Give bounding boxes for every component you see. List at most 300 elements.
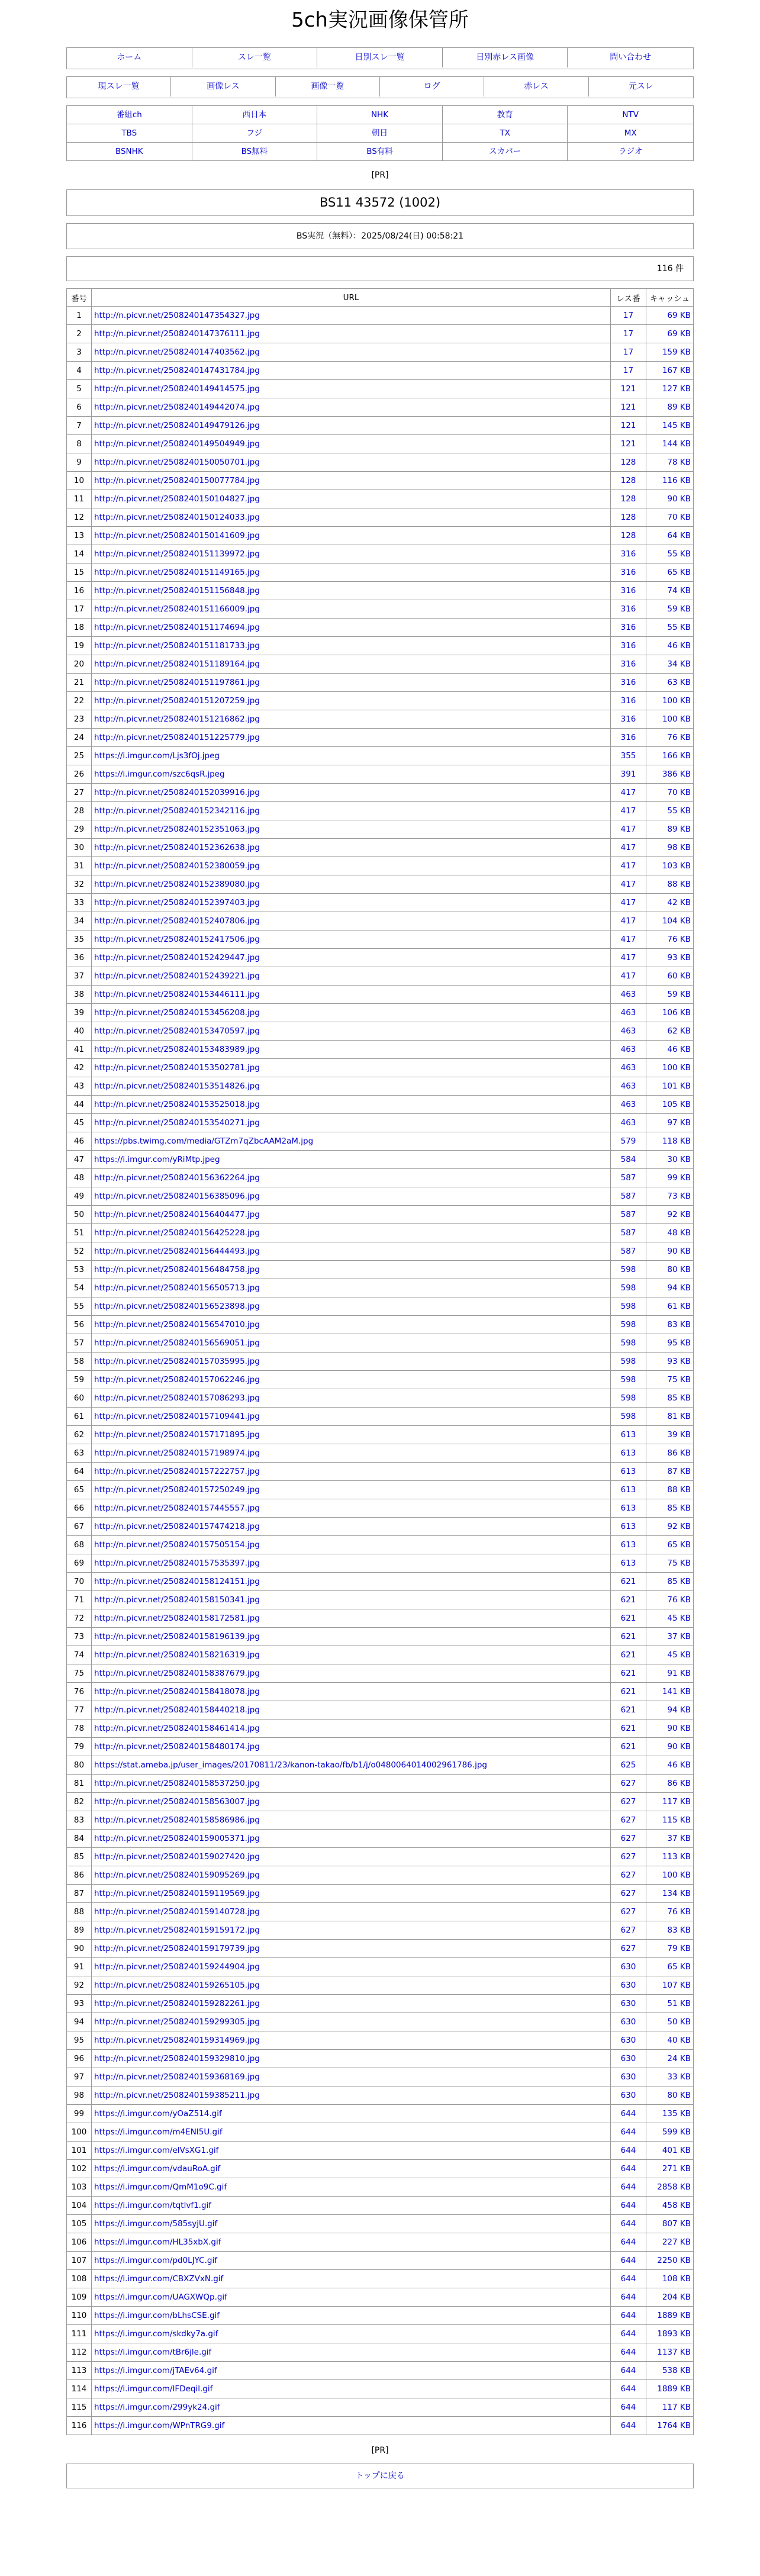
res-number-link[interactable]: 128: [611, 508, 646, 527]
cache-size-link[interactable]: 85 KB: [646, 1389, 694, 1408]
image-url-link[interactable]: http://n.picvr.net/2508240157535397.jpg: [94, 1559, 260, 1568]
cache-size-link[interactable]: 116 KB: [646, 472, 694, 490]
cache-size-link[interactable]: 91 KB: [646, 1664, 694, 1683]
cache-size-link[interactable]: 100 KB: [646, 710, 694, 729]
image-url-link[interactable]: http://n.picvr.net/2508240157171895.jpg: [94, 1430, 260, 1440]
cache-size-link[interactable]: 39 KB: [646, 1426, 694, 1444]
nav2-item-1[interactable]: 画像レス: [171, 77, 275, 96]
res-number-link[interactable]: 17: [611, 325, 646, 343]
cache-size-link[interactable]: 76 KB: [646, 729, 694, 747]
image-url-link[interactable]: http://n.picvr.net/2508240159299305.jpg: [94, 2017, 260, 2027]
res-number-link[interactable]: 316: [611, 710, 646, 729]
cache-size-link[interactable]: 103 KB: [646, 857, 694, 875]
res-number-link[interactable]: 128: [611, 490, 646, 508]
res-number-link[interactable]: 598: [611, 1408, 646, 1426]
res-number-link[interactable]: 316: [611, 637, 646, 655]
cache-size-link[interactable]: 48 KB: [646, 1224, 694, 1242]
image-url-link[interactable]: http://n.picvr.net/2508240150104827.jpg: [94, 494, 260, 504]
res-number-link[interactable]: 463: [611, 1041, 646, 1059]
cache-size-link[interactable]: 88 KB: [646, 1481, 694, 1499]
cache-size-link[interactable]: 45 KB: [646, 1609, 694, 1628]
res-number-link[interactable]: 644: [611, 2288, 646, 2307]
nav2-item-5[interactable]: 元スレ: [628, 82, 653, 91]
image-url-link[interactable]: http://n.picvr.net/2508240157474218.jpg: [94, 1522, 260, 1531]
image-url-link[interactable]: http://n.picvr.net/2508240156444493.jpg: [94, 1247, 260, 1256]
res-number-link[interactable]: 627: [611, 1775, 646, 1793]
cache-size-link[interactable]: 141 KB: [646, 1683, 694, 1701]
cache-size-link[interactable]: 458 KB: [646, 2197, 694, 2215]
image-url-link[interactable]: http://n.picvr.net/2508240156362264.jpg: [94, 1173, 260, 1183]
res-number-link[interactable]: 463: [611, 1096, 646, 1114]
image-url-link[interactable]: https://pbs.twimg.com/media/GTZm7qZbcAAM2aM.jpg: [94, 1136, 314, 1146]
image-url-link[interactable]: http://n.picvr.net/2508240158172581.jpg: [94, 1614, 260, 1623]
res-number-link[interactable]: 627: [611, 1811, 646, 1830]
cache-size-link[interactable]: 46 KB: [646, 1756, 694, 1775]
res-number-link[interactable]: 463: [611, 1022, 646, 1041]
res-number-link[interactable]: 627: [611, 1848, 646, 1866]
res-number-link[interactable]: 417: [611, 875, 646, 894]
cache-size-link[interactable]: 78 KB: [646, 453, 694, 472]
cache-size-link[interactable]: 117 KB: [646, 2398, 694, 2417]
image-url-link[interactable]: http://n.picvr.net/2508240152039916.jpg: [94, 788, 260, 797]
res-number-link[interactable]: 463: [611, 1114, 646, 1132]
cache-size-link[interactable]: 46 KB: [646, 1041, 694, 1059]
image-url-link[interactable]: http://n.picvr.net/2508240153514826.jpg: [94, 1081, 260, 1091]
cache-size-link[interactable]: 42 KB: [646, 894, 694, 912]
cache-size-link[interactable]: 104 KB: [646, 912, 694, 930]
back-to-top-link[interactable]: トップに戻る: [355, 2471, 405, 2481]
cache-size-link[interactable]: 69 KB: [646, 307, 694, 325]
res-number-link[interactable]: 644: [611, 2142, 646, 2160]
res-number-link[interactable]: 17: [611, 343, 646, 362]
cache-size-link[interactable]: 70 KB: [646, 784, 694, 802]
nav3-item-12[interactable]: BS有料: [317, 143, 443, 160]
cache-size-link[interactable]: 70 KB: [646, 508, 694, 527]
res-number-link[interactable]: 644: [611, 2215, 646, 2233]
cache-size-link[interactable]: 64 KB: [646, 527, 694, 545]
image-url-link[interactable]: http://n.picvr.net/2508240151174694.jpg: [94, 623, 260, 632]
res-number-link[interactable]: 613: [611, 1518, 646, 1536]
image-url-link[interactable]: http://n.picvr.net/2508240152407806.jpg: [94, 916, 260, 926]
res-number-link[interactable]: 128: [611, 527, 646, 545]
cache-size-link[interactable]: 89 KB: [646, 820, 694, 839]
res-number-link[interactable]: 417: [611, 839, 646, 857]
image-url-link[interactable]: http://n.picvr.net/2508240151156848.jpg: [94, 586, 260, 595]
cache-size-link[interactable]: 46 KB: [646, 637, 694, 655]
res-number-link[interactable]: 17: [611, 307, 646, 325]
image-url-link[interactable]: http://n.picvr.net/2508240152429447.jpg: [94, 953, 260, 962]
image-url-link[interactable]: http://n.picvr.net/2508240151166009.jpg: [94, 604, 260, 614]
nav3-item-6[interactable]: フジ: [192, 124, 318, 143]
cache-size-link[interactable]: 145 KB: [646, 417, 694, 435]
image-url-link[interactable]: https://i.imgur.com/jTAEv64.gif: [94, 2366, 217, 2375]
res-number-link[interactable]: 621: [611, 1573, 646, 1591]
image-url-link[interactable]: http://n.picvr.net/2508240153470597.jpg: [94, 1026, 260, 1036]
image-url-link[interactable]: http://n.picvr.net/2508240151181733.jpg: [94, 641, 260, 651]
res-number-link[interactable]: 121: [611, 398, 646, 417]
image-url-link[interactable]: http://n.picvr.net/2508240159159172.jpg: [94, 1925, 260, 1935]
res-number-link[interactable]: 630: [611, 2013, 646, 2031]
cache-size-link[interactable]: 92 KB: [646, 1518, 694, 1536]
res-number-link[interactable]: 627: [611, 1830, 646, 1848]
cache-size-link[interactable]: 144 KB: [646, 435, 694, 453]
res-number-link[interactable]: 644: [611, 2160, 646, 2178]
res-number-link[interactable]: 316: [611, 564, 646, 582]
res-number-link[interactable]: 598: [611, 1371, 646, 1389]
image-url-link[interactable]: http://n.picvr.net/2508240157198974.jpg: [94, 1448, 260, 1458]
image-url-link[interactable]: http://n.picvr.net/2508240150050701.jpg: [94, 458, 260, 467]
cache-size-link[interactable]: 1893 KB: [646, 2325, 694, 2343]
res-number-link[interactable]: 621: [611, 1646, 646, 1664]
image-url-link[interactable]: http://n.picvr.net/2508240158440218.jpg: [94, 1705, 260, 1715]
res-number-link[interactable]: 627: [611, 1885, 646, 1903]
res-number-link[interactable]: 417: [611, 857, 646, 875]
res-number-link[interactable]: 598: [611, 1316, 646, 1334]
res-number-link[interactable]: 627: [611, 1903, 646, 1921]
image-url-link[interactable]: http://n.picvr.net/2508240153540271.jpg: [94, 1118, 260, 1128]
cache-size-link[interactable]: 204 KB: [646, 2288, 694, 2307]
image-url-link[interactable]: http://n.picvr.net/2508240158150341.jpg: [94, 1595, 260, 1605]
res-number-link[interactable]: 621: [611, 1591, 646, 1609]
cache-size-link[interactable]: 1889 KB: [646, 2307, 694, 2325]
image-url-link[interactable]: https://i.imgur.com/HL35xbX.gif: [94, 2237, 221, 2247]
res-number-link[interactable]: 627: [611, 1940, 646, 1958]
image-url-link[interactable]: http://n.picvr.net/2508240150141609.jpg: [94, 531, 260, 540]
cache-size-link[interactable]: 55 KB: [646, 545, 694, 564]
nav2-item-3[interactable]: ログ: [380, 77, 484, 96]
nav3-item-3[interactable]: 教育: [443, 106, 568, 124]
image-url-link[interactable]: https://i.imgur.com/WPnTRG9.gif: [94, 2421, 225, 2430]
cache-size-link[interactable]: 2858 KB: [646, 2178, 694, 2197]
res-number-link[interactable]: 598: [611, 1334, 646, 1353]
cache-size-link[interactable]: 159 KB: [646, 343, 694, 362]
image-url-link[interactable]: http://n.picvr.net/2508240158461414.jpg: [94, 1724, 260, 1733]
image-url-link[interactable]: http://n.picvr.net/2508240158387679.jpg: [94, 1669, 260, 1678]
cache-size-link[interactable]: 99 KB: [646, 1169, 694, 1187]
image-url-link[interactable]: http://n.picvr.net/2508240158418078.jpg: [94, 1687, 260, 1696]
nav1-item-4[interactable]: 問い合わせ: [610, 53, 652, 62]
cache-size-link[interactable]: 135 KB: [646, 2105, 694, 2123]
cache-size-link[interactable]: 33 KB: [646, 2068, 694, 2086]
res-number-link[interactable]: 316: [611, 729, 646, 747]
image-url-link[interactable]: http://n.picvr.net/2508240147376111.jpg: [94, 329, 260, 339]
res-number-link[interactable]: 644: [611, 2307, 646, 2325]
image-url-link[interactable]: http://n.picvr.net/2508240157035995.jpg: [94, 1357, 260, 1366]
res-number-link[interactable]: 630: [611, 2086, 646, 2105]
cache-size-link[interactable]: 127 KB: [646, 380, 694, 398]
res-number-link[interactable]: 584: [611, 1151, 646, 1169]
image-url-link[interactable]: http://n.picvr.net/2508240159027420.jpg: [94, 1852, 260, 1862]
cache-size-link[interactable]: 100 KB: [646, 1059, 694, 1077]
image-url-link[interactable]: http://n.picvr.net/2508240159314969.jpg: [94, 2036, 260, 2045]
image-url-link[interactable]: https://i.imgur.com/yRiMtp.jpeg: [94, 1155, 220, 1164]
res-number-link[interactable]: 627: [611, 1921, 646, 1940]
cache-size-link[interactable]: 227 KB: [646, 2233, 694, 2252]
res-number-link[interactable]: 630: [611, 2031, 646, 2050]
res-number-link[interactable]: 630: [611, 1958, 646, 1976]
nav1-item-0[interactable]: ホーム: [67, 48, 192, 67]
res-number-link[interactable]: 128: [611, 472, 646, 490]
res-number-link[interactable]: 598: [611, 1389, 646, 1408]
image-url-link[interactable]: http://n.picvr.net/2508240159329810.jpg: [94, 2054, 260, 2063]
res-number-link[interactable]: 644: [611, 2178, 646, 2197]
res-number-link[interactable]: 417: [611, 949, 646, 967]
cache-size-link[interactable]: 90 KB: [646, 490, 694, 508]
cache-size-link[interactable]: 65 KB: [646, 564, 694, 582]
image-url-link[interactable]: https://i.imgur.com/Ljs3fOj.jpeg: [94, 751, 220, 761]
image-url-link[interactable]: http://n.picvr.net/2508240159095269.jpg: [94, 1870, 260, 1880]
nav2-item-4[interactable]: 赤レス: [484, 77, 588, 96]
res-number-link[interactable]: 417: [611, 820, 646, 839]
cache-size-link[interactable]: 80 KB: [646, 1261, 694, 1279]
res-number-link[interactable]: 627: [611, 1793, 646, 1811]
res-number-link[interactable]: 587: [611, 1169, 646, 1187]
cache-size-link[interactable]: 75 KB: [646, 1371, 694, 1389]
image-url-link[interactable]: http://n.picvr.net/2508240156547010.jpg: [94, 1320, 260, 1329]
res-number-link[interactable]: 121: [611, 380, 646, 398]
image-url-link[interactable]: http://n.picvr.net/2508240157109441.jpg: [94, 1412, 260, 1421]
image-url-link[interactable]: http://n.picvr.net/2508240149414575.jpg: [94, 384, 260, 394]
cache-size-link[interactable]: 93 KB: [646, 949, 694, 967]
cache-size-link[interactable]: 100 KB: [646, 1866, 694, 1885]
res-number-link[interactable]: 121: [611, 417, 646, 435]
res-number-link[interactable]: 621: [611, 1720, 646, 1738]
cache-size-link[interactable]: 69 KB: [646, 325, 694, 343]
cache-size-link[interactable]: 166 KB: [646, 747, 694, 765]
res-number-link[interactable]: 463: [611, 1059, 646, 1077]
image-url-link[interactable]: http://n.picvr.net/2508240156569051.jpg: [94, 1338, 260, 1348]
image-url-link[interactable]: http://n.picvr.net/2508240158196139.jpg: [94, 1632, 260, 1641]
cache-size-link[interactable]: 90 KB: [646, 1738, 694, 1756]
cache-size-link[interactable]: 40 KB: [646, 2031, 694, 2050]
res-number-link[interactable]: 613: [611, 1444, 646, 1463]
image-url-link[interactable]: http://n.picvr.net/2508240151207259.jpg: [94, 696, 260, 706]
res-number-link[interactable]: 621: [611, 1738, 646, 1756]
res-number-link[interactable]: 613: [611, 1463, 646, 1481]
cache-size-link[interactable]: 1889 KB: [646, 2380, 694, 2398]
nav2-item-2[interactable]: 画像一覧: [276, 77, 380, 96]
image-url-link[interactable]: http://n.picvr.net/2508240153456208.jpg: [94, 1008, 260, 1017]
image-url-link[interactable]: http://n.picvr.net/2508240157062246.jpg: [94, 1375, 260, 1384]
cache-size-link[interactable]: 50 KB: [646, 2013, 694, 2031]
image-url-link[interactable]: http://n.picvr.net/2508240156425228.jpg: [94, 1228, 260, 1238]
cache-size-link[interactable]: 60 KB: [646, 967, 694, 986]
res-number-link[interactable]: 644: [611, 2123, 646, 2142]
image-url-link[interactable]: http://n.picvr.net/2508240151225779.jpg: [94, 733, 260, 742]
image-url-link[interactable]: http://n.picvr.net/2508240158563007.jpg: [94, 1797, 260, 1807]
cache-size-link[interactable]: 74 KB: [646, 582, 694, 600]
image-url-link[interactable]: http://n.picvr.net/2508240152351063.jpg: [94, 825, 260, 834]
cache-size-link[interactable]: 115 KB: [646, 1811, 694, 1830]
res-number-link[interactable]: 630: [611, 2050, 646, 2068]
res-number-link[interactable]: 613: [611, 1426, 646, 1444]
cache-size-link[interactable]: 95 KB: [646, 1334, 694, 1353]
image-url-link[interactable]: http://n.picvr.net/2508240156404477.jpg: [94, 1210, 260, 1219]
image-url-link[interactable]: http://n.picvr.net/2508240151216862.jpg: [94, 714, 260, 724]
res-number-link[interactable]: 630: [611, 1976, 646, 1995]
res-number-link[interactable]: 644: [611, 2252, 646, 2270]
res-number-link[interactable]: 587: [611, 1224, 646, 1242]
cache-size-link[interactable]: 105 KB: [646, 1096, 694, 1114]
cache-size-link[interactable]: 65 KB: [646, 1536, 694, 1554]
res-number-link[interactable]: 463: [611, 1004, 646, 1022]
image-url-link[interactable]: http://n.picvr.net/2508240150077784.jpg: [94, 476, 260, 485]
res-number-link[interactable]: 587: [611, 1242, 646, 1261]
image-url-link[interactable]: http://n.picvr.net/2508240159179739.jpg: [94, 1944, 260, 1953]
cache-size-link[interactable]: 59 KB: [646, 986, 694, 1004]
image-url-link[interactable]: https://i.imgur.com/tBr6jle.gif: [94, 2348, 212, 2357]
cache-size-link[interactable]: 90 KB: [646, 1720, 694, 1738]
cache-size-link[interactable]: 73 KB: [646, 1187, 694, 1206]
image-url-link[interactable]: http://n.picvr.net/2508240153525018.jpg: [94, 1100, 260, 1109]
res-number-link[interactable]: 463: [611, 986, 646, 1004]
image-url-link[interactable]: https://i.imgur.com/CBXZVxN.gif: [94, 2274, 224, 2284]
cache-size-link[interactable]: 118 KB: [646, 1132, 694, 1151]
image-url-link[interactable]: http://n.picvr.net/2508240150124033.jpg: [94, 513, 260, 522]
res-number-link[interactable]: 598: [611, 1353, 646, 1371]
cache-size-link[interactable]: 62 KB: [646, 1022, 694, 1041]
image-url-link[interactable]: http://n.picvr.net/2508240152380059.jpg: [94, 861, 260, 871]
cache-size-link[interactable]: 45 KB: [646, 1646, 694, 1664]
image-url-link[interactable]: https://i.imgur.com/szc6qsR.jpeg: [94, 769, 225, 779]
cache-size-link[interactable]: 271 KB: [646, 2160, 694, 2178]
res-number-link[interactable]: 644: [611, 2197, 646, 2215]
res-number-link[interactable]: 621: [611, 1664, 646, 1683]
image-url-link[interactable]: http://n.picvr.net/2508240159244904.jpg: [94, 1962, 260, 1972]
res-number-link[interactable]: 316: [611, 600, 646, 619]
cache-size-link[interactable]: 106 KB: [646, 1004, 694, 1022]
cache-size-link[interactable]: 538 KB: [646, 2362, 694, 2380]
res-number-link[interactable]: 417: [611, 784, 646, 802]
image-url-link[interactable]: http://n.picvr.net/2508240159265105.jpg: [94, 1981, 260, 1990]
cache-size-link[interactable]: 1137 KB: [646, 2343, 694, 2362]
nav3-item-13[interactable]: スカパー: [443, 143, 568, 160]
cache-size-link[interactable]: 807 KB: [646, 2215, 694, 2233]
cache-size-link[interactable]: 92 KB: [646, 1206, 694, 1224]
cache-size-link[interactable]: 24 KB: [646, 2050, 694, 2068]
res-number-link[interactable]: 621: [611, 1683, 646, 1701]
cache-size-link[interactable]: 113 KB: [646, 1848, 694, 1866]
cache-size-link[interactable]: 2250 KB: [646, 2252, 694, 2270]
image-url-link[interactable]: https://i.imgur.com/585syjU.gif: [94, 2219, 218, 2229]
nav3-item-0[interactable]: 番組ch: [67, 106, 192, 124]
cache-size-link[interactable]: 599 KB: [646, 2123, 694, 2142]
res-number-link[interactable]: 630: [611, 2068, 646, 2086]
cache-size-link[interactable]: 85 KB: [646, 1499, 694, 1518]
image-url-link[interactable]: https://i.imgur.com/QmM1o9C.gif: [94, 2182, 227, 2192]
image-url-link[interactable]: https://i.imgur.com/pd0LJYC.gif: [94, 2256, 217, 2265]
nav3-item-9[interactable]: MX: [568, 124, 693, 143]
res-number-link[interactable]: 128: [611, 453, 646, 472]
image-url-link[interactable]: http://n.picvr.net/2508240152342116.jpg: [94, 806, 260, 816]
cache-size-link[interactable]: 101 KB: [646, 1077, 694, 1096]
res-number-link[interactable]: 644: [611, 2105, 646, 2123]
image-url-link[interactable]: http://n.picvr.net/2508240156484758.jpg: [94, 1265, 260, 1274]
image-url-link[interactable]: http://n.picvr.net/2508240159368169.jpg: [94, 2072, 260, 2082]
image-url-link[interactable]: https://i.imgur.com/299yk24.gif: [94, 2403, 220, 2412]
cache-size-link[interactable]: 167 KB: [646, 362, 694, 380]
image-url-link[interactable]: http://n.picvr.net/2508240156505713.jpg: [94, 1283, 260, 1293]
image-url-link[interactable]: http://n.picvr.net/2508240152362638.jpg: [94, 843, 260, 852]
image-url-link[interactable]: http://n.picvr.net/2508240157222757.jpg: [94, 1467, 260, 1476]
image-url-link[interactable]: http://n.picvr.net/2508240151189164.jpg: [94, 659, 260, 669]
res-number-link[interactable]: 417: [611, 894, 646, 912]
image-url-link[interactable]: https://i.imgur.com/UAGXWQp.gif: [94, 2292, 227, 2302]
res-number-link[interactable]: 613: [611, 1536, 646, 1554]
res-number-link[interactable]: 355: [611, 747, 646, 765]
image-url-link[interactable]: http://n.picvr.net/2508240147354327.jpg: [94, 311, 260, 320]
image-url-link[interactable]: http://n.picvr.net/2508240151149165.jpg: [94, 568, 260, 577]
image-url-link[interactable]: http://n.picvr.net/2508240158480174.jpg: [94, 1742, 260, 1751]
cache-size-link[interactable]: 401 KB: [646, 2142, 694, 2160]
res-number-link[interactable]: 463: [611, 1077, 646, 1096]
image-url-link[interactable]: http://n.picvr.net/2508240149442074.jpg: [94, 402, 260, 412]
cache-size-link[interactable]: 89 KB: [646, 398, 694, 417]
cache-size-link[interactable]: 59 KB: [646, 600, 694, 619]
res-number-link[interactable]: 316: [611, 582, 646, 600]
nav1-item-3[interactable]: 日別赤レス画像: [443, 48, 568, 67]
res-number-link[interactable]: 391: [611, 765, 646, 784]
res-number-link[interactable]: 316: [611, 545, 646, 564]
res-number-link[interactable]: 417: [611, 967, 646, 986]
res-number-link[interactable]: 625: [611, 1756, 646, 1775]
cache-size-link[interactable]: 37 KB: [646, 1830, 694, 1848]
cache-size-link[interactable]: 87 KB: [646, 1463, 694, 1481]
image-url-link[interactable]: http://n.picvr.net/2508240147403562.jpg: [94, 347, 260, 357]
cache-size-link[interactable]: 76 KB: [646, 1591, 694, 1609]
image-url-link[interactable]: http://n.picvr.net/2508240147431784.jpg: [94, 366, 260, 375]
nav3-item-7[interactable]: 朝日: [317, 124, 443, 143]
cache-size-link[interactable]: 94 KB: [646, 1279, 694, 1297]
cache-size-link[interactable]: 55 KB: [646, 802, 694, 820]
res-number-link[interactable]: 644: [611, 2325, 646, 2343]
cache-size-link[interactable]: 63 KB: [646, 674, 694, 692]
cache-size-link[interactable]: 98 KB: [646, 839, 694, 857]
cache-size-link[interactable]: 51 KB: [646, 1995, 694, 2013]
res-number-link[interactable]: 417: [611, 802, 646, 820]
image-url-link[interactable]: http://n.picvr.net/2508240152417506.jpg: [94, 935, 260, 944]
res-number-link[interactable]: 316: [611, 619, 646, 637]
res-number-link[interactable]: 316: [611, 692, 646, 710]
image-url-link[interactable]: http://n.picvr.net/2508240159119569.jpg: [94, 1889, 260, 1898]
image-url-link[interactable]: http://n.picvr.net/2508240156523898.jpg: [94, 1302, 260, 1311]
image-url-link[interactable]: http://n.picvr.net/2508240152389080.jpg: [94, 880, 260, 889]
image-url-link[interactable]: https://i.imgur.com/skdky7a.gif: [94, 2329, 218, 2339]
nav3-item-2[interactable]: NHK: [317, 106, 443, 124]
cache-size-link[interactable]: 30 KB: [646, 1151, 694, 1169]
res-number-link[interactable]: 316: [611, 655, 646, 674]
res-number-link[interactable]: 598: [611, 1261, 646, 1279]
image-url-link[interactable]: http://n.picvr.net/2508240158586986.jpg: [94, 1815, 260, 1825]
nav3-item-8[interactable]: TX: [443, 124, 568, 143]
image-url-link[interactable]: http://n.picvr.net/2508240149479126.jpg: [94, 421, 260, 430]
cache-size-link[interactable]: 97 KB: [646, 1114, 694, 1132]
nav2-item-0[interactable]: 現スレ一覧: [67, 77, 171, 96]
res-number-link[interactable]: 587: [611, 1187, 646, 1206]
cache-size-link[interactable]: 1764 KB: [646, 2417, 694, 2435]
cache-size-link[interactable]: 37 KB: [646, 1628, 694, 1646]
res-number-link[interactable]: 621: [611, 1609, 646, 1628]
image-url-link[interactable]: http://n.picvr.net/2508240159005371.jpg: [94, 1834, 260, 1843]
cache-size-link[interactable]: 117 KB: [646, 1793, 694, 1811]
image-url-link[interactable]: https://i.imgur.com/IFDeqil.gif: [94, 2384, 213, 2394]
image-url-link[interactable]: https://i.imgur.com/yOaZ514.gif: [94, 2109, 222, 2118]
cache-size-link[interactable]: 90 KB: [646, 1242, 694, 1261]
res-number-link[interactable]: 121: [611, 435, 646, 453]
cache-size-link[interactable]: 81 KB: [646, 1408, 694, 1426]
res-number-link[interactable]: 579: [611, 1132, 646, 1151]
cache-size-link[interactable]: 94 KB: [646, 1701, 694, 1720]
